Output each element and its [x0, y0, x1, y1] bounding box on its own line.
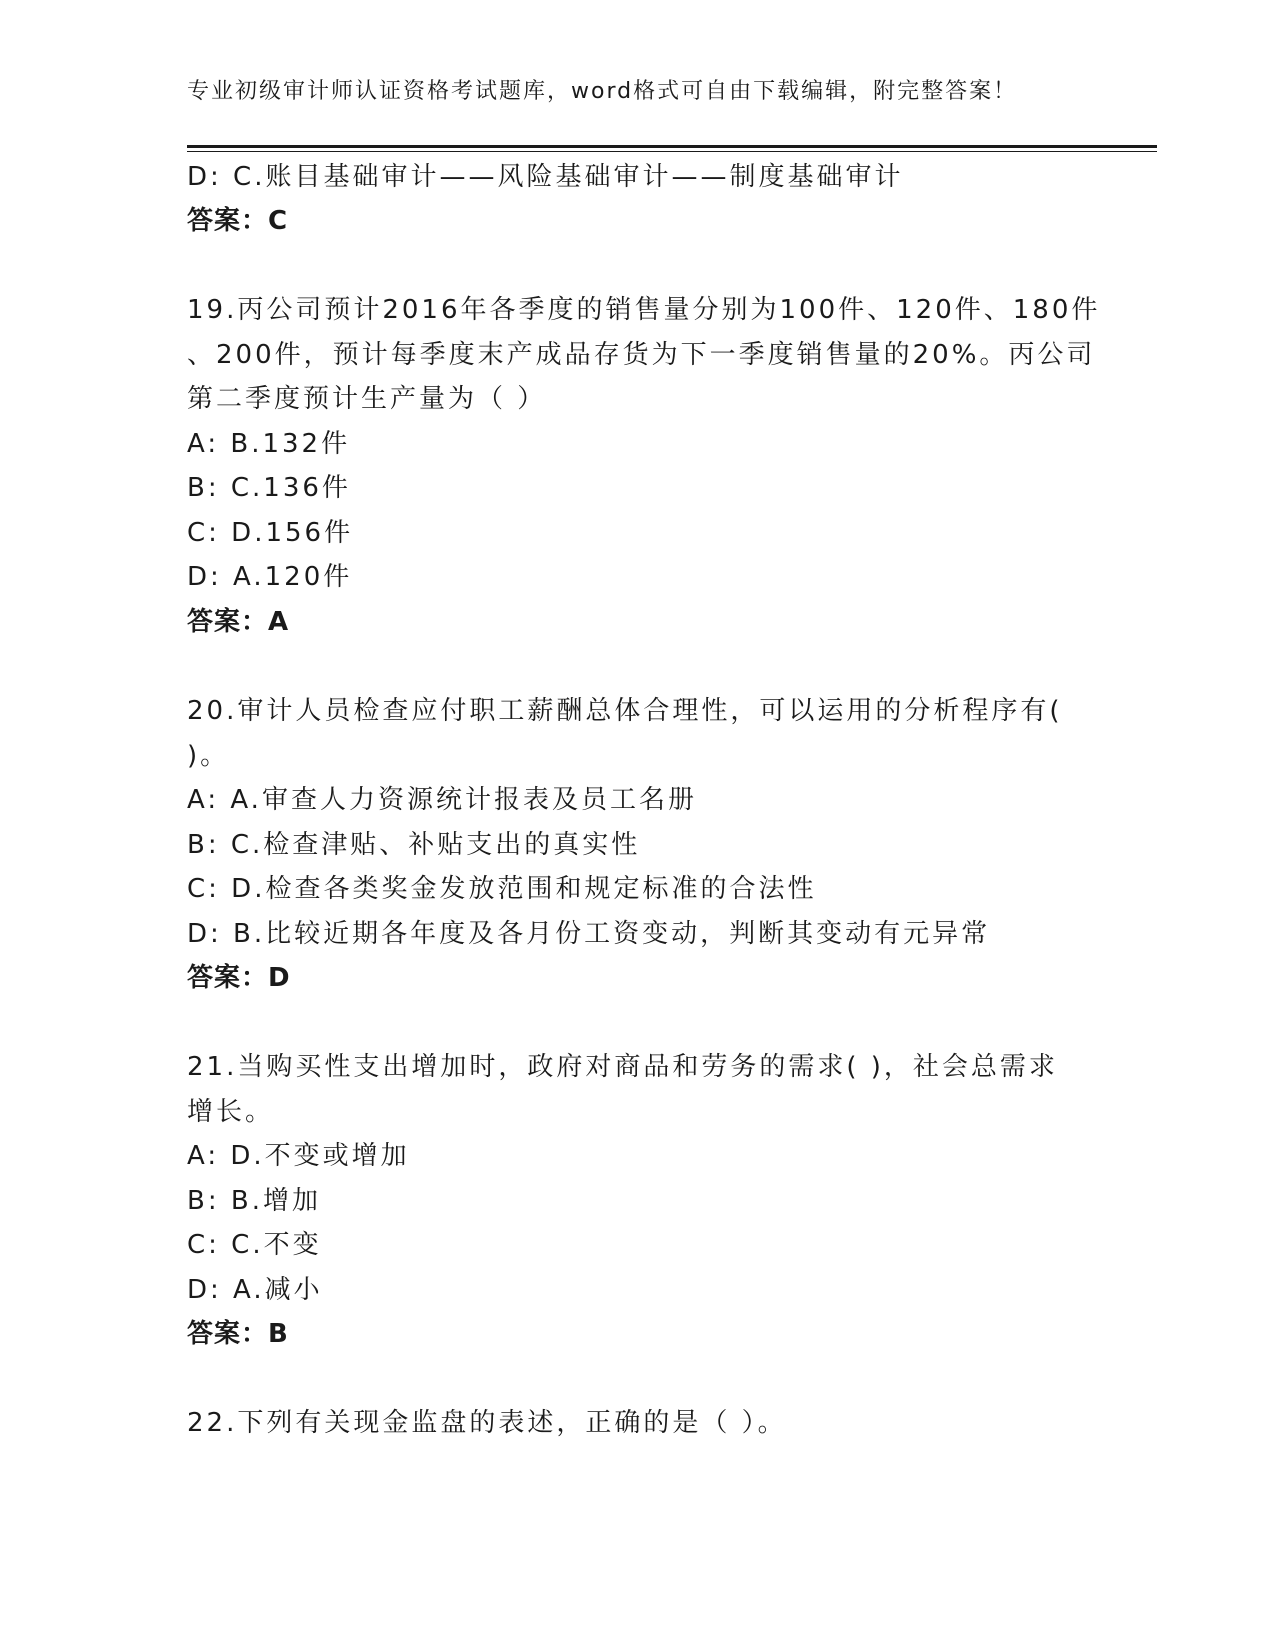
q22-stem-line-1: 22.下列有关现金监盘的表述，正确的是（ ）。: [187, 1408, 787, 1438]
q21-answer: 答案：B: [187, 1319, 289, 1349]
q20-stem-line-2: )。: [187, 741, 230, 771]
header-divider-thin: [187, 151, 1157, 152]
q19-option-a: A: B.132件: [187, 429, 351, 459]
q19-stem-line-1: 19.丙公司预计2016年各季度的销售量分别为100件、120件、180件: [187, 295, 1101, 325]
page-header: 专业初级审计师认证资格考试题库，word格式可自由下载编辑，附完整答案！: [187, 79, 1018, 104]
q20-option-b: B: C.检查津贴、补贴支出的真实性: [187, 830, 641, 860]
q19-option-c: C: D.156件: [187, 518, 354, 548]
q21-stem-line-1: 21.当购买性支出增加时，政府对商品和劳务的需求( )，社会总需求: [187, 1052, 1058, 1082]
q20-option-c: C: D.检查各类奖金发放范围和规定标准的合法性: [187, 874, 817, 904]
q20-option-d: D: B.比较近期各年度及各月份工资变动，判断其变动有元异常: [187, 919, 991, 949]
q19-answer: 答案：A: [187, 607, 290, 637]
q21-option-c: C: C.不变: [187, 1230, 322, 1260]
q21-option-d: D: A.减小: [187, 1275, 323, 1305]
q20-option-a: A: A.审查人力资源统计报表及员工名册: [187, 785, 697, 815]
q19-stem-line-2: 、200件，预计每季度末产成品存货为下一季度销售量的20%。丙公司: [187, 340, 1096, 370]
q19-stem-line-3: 第二季度预计生产量为（ ）: [187, 384, 547, 414]
header-divider-thick: [187, 145, 1157, 148]
q19-option-b: B: C.136件: [187, 473, 351, 503]
q18-option-d: D: C.账目基础审计——风险基础审计——制度基础审计: [187, 162, 904, 192]
q20-stem-line-1: 20.审计人员检查应付职工薪酬总体合理性，可以运用的分析程序有(: [187, 696, 1063, 726]
q21-option-a: A: D.不变或增加: [187, 1141, 410, 1171]
q20-answer: 答案：D: [187, 963, 291, 993]
q21-stem-line-2: 增长。: [187, 1097, 275, 1127]
q18-answer: 答案：C: [187, 206, 289, 236]
q19-option-d: D: A.120件: [187, 562, 353, 592]
q21-option-b: B: B.增加: [187, 1186, 321, 1216]
